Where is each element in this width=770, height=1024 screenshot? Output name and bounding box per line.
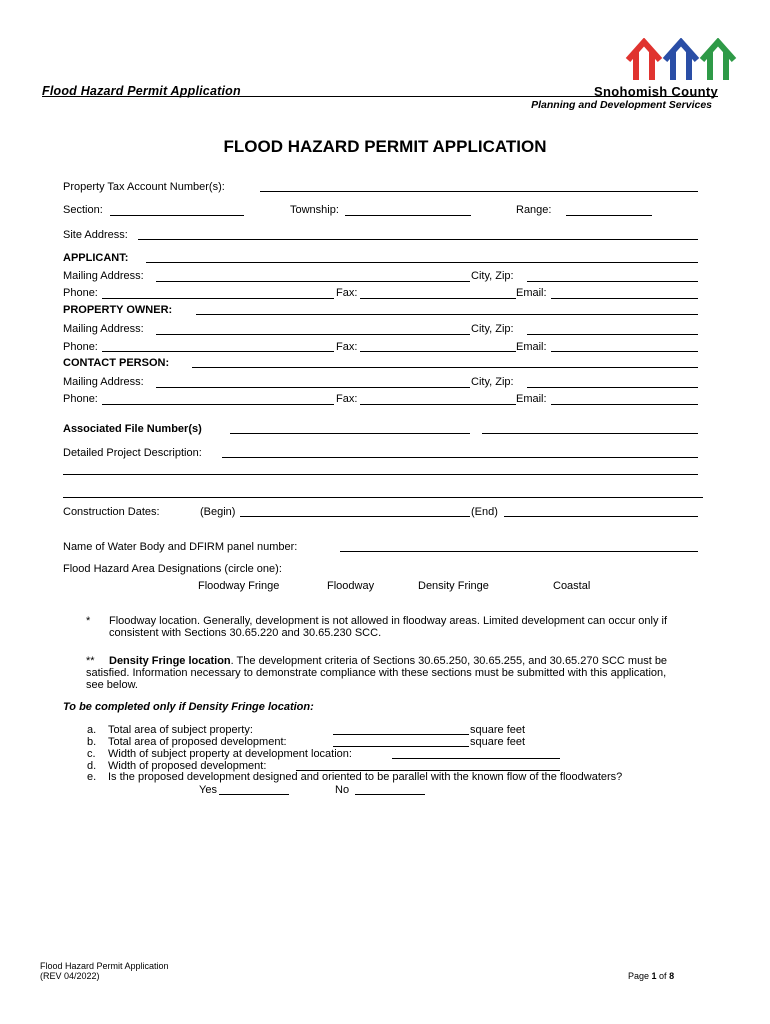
contact-fax-field[interactable]	[360, 404, 516, 405]
applicant-name-field[interactable]	[146, 262, 698, 263]
page-indicator	[628, 971, 674, 981]
water-body-field[interactable]	[340, 551, 698, 552]
item-a-unit: square feet	[470, 724, 526, 736]
contact-phone-field[interactable]	[102, 404, 334, 405]
contact-mailing-field[interactable]	[156, 387, 470, 388]
associated-file-field-1[interactable]	[230, 433, 470, 434]
item-b-letter: b.	[87, 736, 97, 748]
item-b-unit: square feet	[470, 736, 526, 748]
page-mid: of	[656, 971, 670, 981]
applicant-fax-label: Fax:	[336, 287, 358, 299]
township-field[interactable]	[345, 215, 471, 216]
contact-city-field[interactable]	[527, 387, 698, 388]
floodway-note: Floodway location. Generally, development is not allowed in floodway areas. Limited development can occur only if consistent with Sections 30.65.220 and 30.65.230 SCC.	[109, 615, 668, 639]
contact-phone-label: Phone:	[63, 393, 98, 405]
page-total: 8	[669, 971, 675, 981]
owner-phone-field[interactable]	[102, 351, 334, 352]
contact-city-label: City, Zip:	[471, 376, 514, 388]
no-label: No	[335, 784, 350, 796]
construction-begin-label: (Begin)	[200, 506, 236, 518]
item-c-field[interactable]	[392, 758, 560, 759]
density-note-bold: Density Fringe location	[109, 655, 231, 667]
footer-revision: (REV 04/2022)	[40, 971, 100, 981]
header-rule	[42, 96, 718, 97]
density-note-marker: **	[86, 655, 95, 667]
designation-floodway[interactable]: Floodway	[327, 580, 375, 592]
section-label: Section:	[63, 204, 103, 216]
item-a-text: Total area of subject property:	[108, 724, 253, 736]
designations-label: Flood Hazard Area Designations (circle one):	[63, 563, 282, 575]
contact-email-label: Email:	[516, 393, 547, 405]
owner-name-field[interactable]	[196, 314, 698, 315]
owner-city-field[interactable]	[527, 334, 698, 335]
associated-file-field-2[interactable]	[482, 433, 698, 434]
logo-red-house-icon	[628, 42, 660, 80]
page-title: FLOOD HAZARD PERMIT APPLICATION	[223, 137, 547, 156]
project-description-label: Detailed Project Description:	[63, 447, 202, 459]
applicant-phone-label: Phone:	[63, 287, 98, 299]
page-prefix: Page	[628, 971, 652, 981]
owner-heading: PROPERTY OWNER:	[63, 304, 173, 316]
project-description-line-3[interactable]	[63, 497, 703, 498]
footer-title: Flood Hazard Permit Application	[40, 961, 169, 971]
item-c-letter: c.	[87, 748, 96, 760]
tax-account-field[interactable]	[260, 191, 698, 192]
density-note-text: . The development criteria of Sections 30.65.250, 30.65.255, and 30.65.270 SCC must be satisfied. Information necessary to demonstrate compliance with these sections must be submitted with this application, see below.	[86, 655, 668, 691]
range-label: Range:	[516, 204, 552, 216]
item-e-text: Is the proposed development designed and oriented to be parallel with the known flow of the floodwaters?	[108, 771, 623, 783]
contact-email-field[interactable]	[551, 404, 698, 405]
logo-green-house-icon	[702, 42, 734, 80]
section-field[interactable]	[110, 215, 244, 216]
applicant-fax-field[interactable]	[360, 298, 516, 299]
logo-blue-house-icon	[665, 42, 697, 80]
designation-density-fringe[interactable]: Density Fringe	[418, 580, 489, 592]
owner-fax-label: Fax:	[336, 341, 358, 353]
applicant-phone-field[interactable]	[102, 298, 334, 299]
density-section-heading: To be completed only if Density Fringe location:	[63, 701, 314, 713]
contact-mailing-label: Mailing Address:	[63, 376, 144, 388]
header-county: Snohomish County	[594, 84, 718, 99]
owner-city-label: City, Zip:	[471, 323, 514, 335]
water-body-label: Name of Water Body and DFIRM panel number:	[63, 541, 298, 553]
owner-mailing-label: Mailing Address:	[63, 323, 144, 335]
yes-field[interactable]	[219, 794, 289, 795]
item-d-letter: d.	[87, 760, 97, 772]
construction-end-field[interactable]	[504, 516, 698, 517]
no-field[interactable]	[355, 794, 425, 795]
applicant-email-label: Email:	[516, 287, 547, 299]
header-form-title: Flood Hazard Permit Application	[42, 84, 241, 98]
applicant-mailing-field[interactable]	[156, 281, 470, 282]
owner-fax-field[interactable]	[360, 351, 516, 352]
contact-heading: CONTACT PERSON:	[63, 357, 170, 369]
township-label: Township:	[290, 204, 339, 216]
applicant-mailing-label: Mailing Address:	[63, 270, 144, 282]
item-b-text: Total area of proposed development:	[108, 736, 287, 748]
item-d-text: Width of proposed development:	[108, 760, 267, 772]
project-description-line-2[interactable]	[63, 474, 698, 475]
project-description-line-1[interactable]	[222, 457, 698, 458]
construction-end-label: (End)	[471, 506, 498, 518]
yes-label: Yes	[199, 784, 217, 796]
site-address-label: Site Address:	[63, 229, 128, 241]
tax-account-label: Property Tax Account Number(s):	[63, 181, 225, 193]
contact-fax-label: Fax:	[336, 393, 358, 405]
item-c-text: Width of subject property at development location:	[108, 748, 352, 760]
item-b-field[interactable]	[333, 746, 469, 747]
density-note	[86, 655, 686, 691]
item-a-letter: a.	[87, 724, 97, 736]
designation-floodway-fringe[interactable]: Floodway Fringe	[198, 580, 280, 592]
applicant-city-field[interactable]	[527, 281, 698, 282]
floodway-note-marker: *	[86, 615, 91, 627]
contact-name-field[interactable]	[192, 367, 698, 368]
owner-phone-label: Phone:	[63, 341, 98, 353]
construction-dates-label: Construction Dates:	[63, 506, 160, 518]
item-e-letter: e.	[87, 771, 97, 783]
site-address-field[interactable]	[138, 239, 698, 240]
construction-begin-field[interactable]	[240, 516, 470, 517]
applicant-heading: APPLICANT:	[63, 252, 129, 264]
item-a-field[interactable]	[333, 734, 469, 735]
owner-email-label: Email:	[516, 341, 547, 353]
applicant-city-label: City, Zip:	[471, 270, 514, 282]
county-logo	[624, 38, 740, 82]
designation-coastal[interactable]: Coastal	[553, 580, 591, 592]
applicant-email-field[interactable]	[551, 298, 698, 299]
owner-email-field[interactable]	[551, 351, 698, 352]
header-department: Planning and Development Services	[531, 99, 712, 111]
associated-file-label: Associated File Number(s)	[63, 423, 202, 435]
owner-mailing-field[interactable]	[156, 334, 470, 335]
range-field[interactable]	[566, 215, 652, 216]
page-number: 1	[651, 971, 657, 981]
